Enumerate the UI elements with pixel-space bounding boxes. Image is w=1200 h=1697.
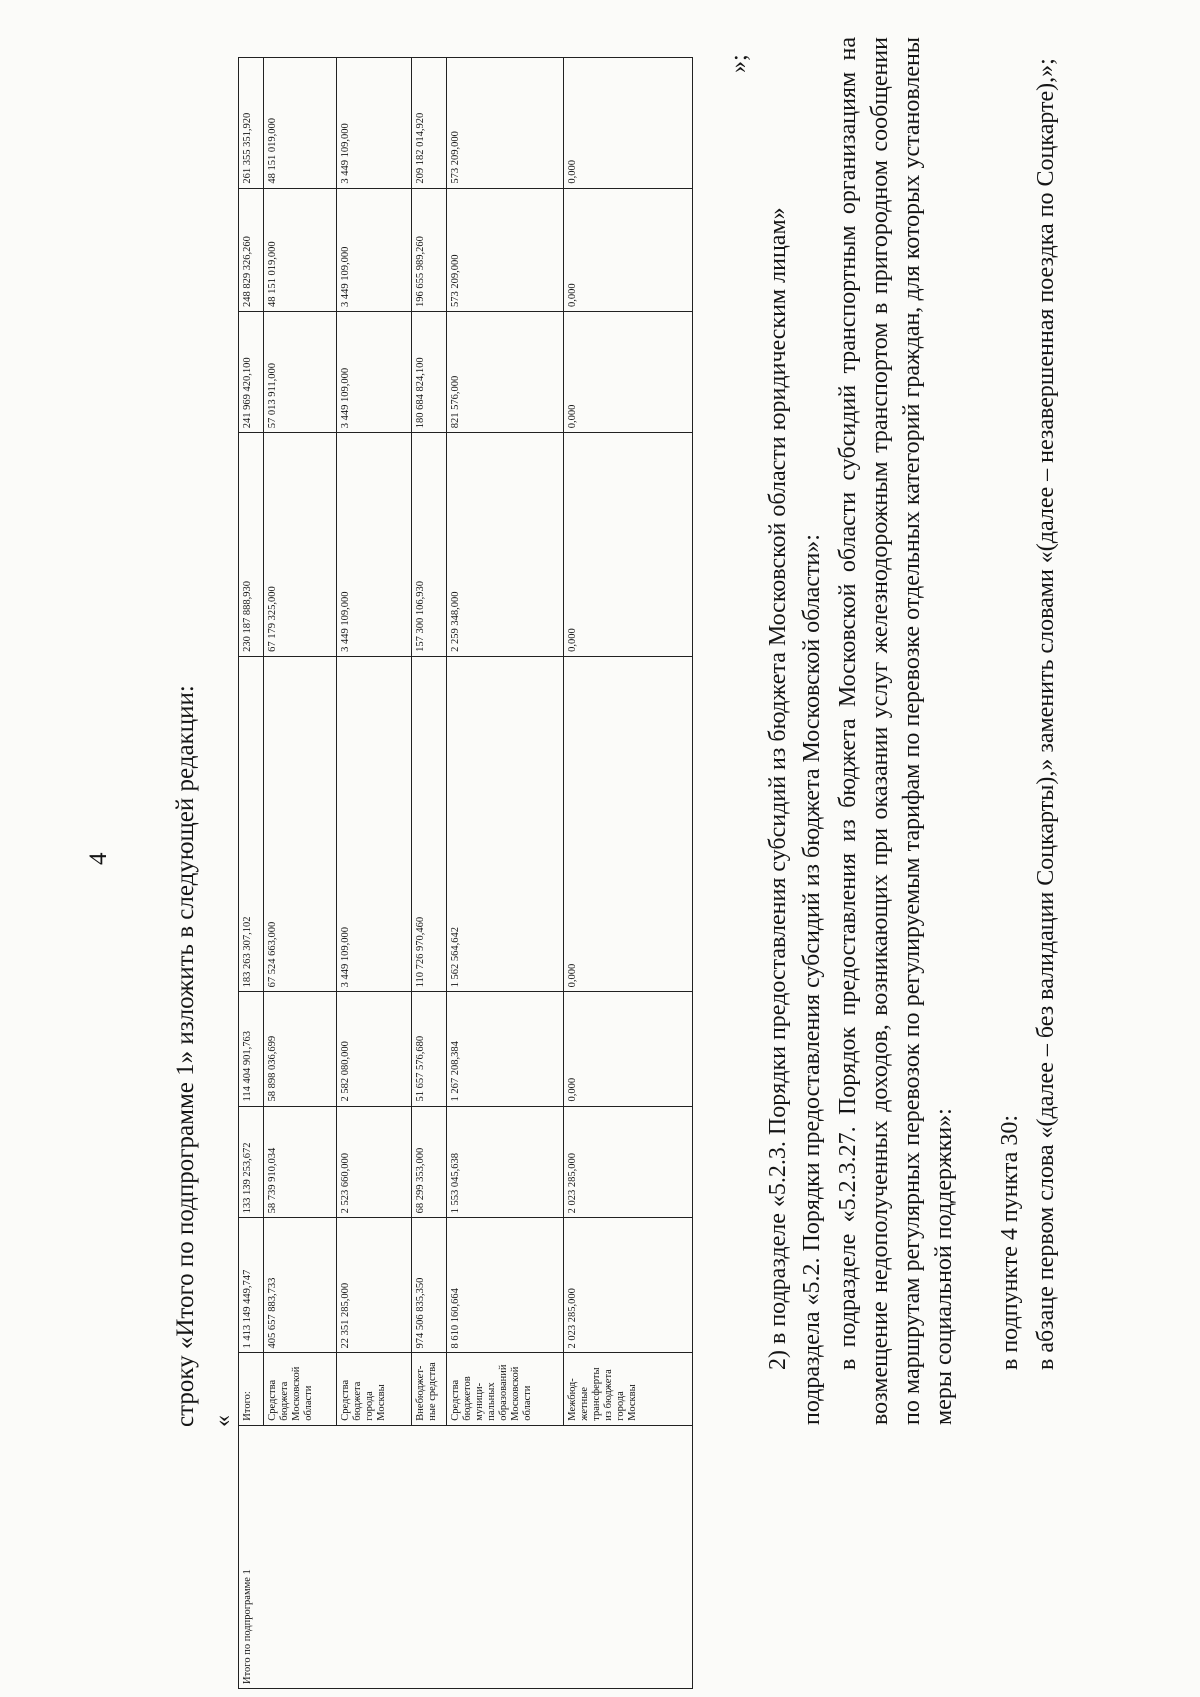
value-cell: 1 562 564,642: [447, 656, 564, 992]
value-cell: 0,000: [564, 58, 693, 189]
value-cell: 209 182 014,920: [412, 58, 447, 189]
value-cell: 405 657 883,733: [264, 1218, 337, 1353]
financing-table: [238, 57, 693, 1689]
value-cell: 241 969 420,100: [239, 312, 264, 433]
value-cell: 0,000: [564, 188, 693, 311]
source-cell: Межбюд-жетные трансферты из бюджета города Москвы: [564, 1353, 693, 1425]
value-cell: 821 576,000: [447, 312, 564, 433]
value-cell: 3 449 109,000: [337, 188, 412, 311]
value-cell: 261 355 351,920: [239, 58, 264, 189]
source-cell: Внебюджет-ные средства: [412, 1353, 447, 1425]
value-cell: 51 657 576,680: [412, 992, 447, 1106]
subprogram-label-cell: Итого по подпрограмме 1: [239, 1425, 693, 1688]
value-cell: 0,000: [564, 433, 693, 657]
value-cell: 48 151 019,000: [264, 188, 337, 311]
value-cell: 48 151 019,000: [264, 58, 337, 189]
value-cell: 0,000: [564, 656, 693, 992]
page-number: 4: [85, 852, 112, 865]
value-cell: 133 139 253,672: [239, 1106, 264, 1218]
value-cell: 3 449 109,000: [337, 656, 412, 992]
value-cell: 68 299 353,000: [412, 1106, 447, 1218]
paragraph-subpoint-4: в подпункте 4 пункта 30:: [997, 1115, 1023, 1370]
value-cell: 157 300 106,930: [412, 433, 447, 657]
value-cell: 196 655 989,260: [412, 188, 447, 311]
value-cell: 3 449 109,000: [337, 433, 412, 657]
value-cell: 1 267 208,384: [447, 992, 564, 1106]
value-cell: 2 023 285,000: [564, 1218, 693, 1353]
value-cell: 58 739 910,034: [264, 1106, 337, 1218]
value-cell: 1 553 045,638: [447, 1106, 564, 1218]
value-cell: 974 506 835,350: [412, 1218, 447, 1353]
value-cell: 110 726 970,460: [412, 656, 447, 992]
table-row: [239, 58, 264, 1689]
paragraph-2-line-1: 2) в подразделе «5.2.3. Порядки предоставления субсидий из бюджета Московской области юридическим лицам»: [765, 207, 791, 1370]
value-cell: 573 209,000: [447, 58, 564, 189]
intro-text: строку «Итого по подпрограмме 1» изложить в следующей редакции:: [172, 685, 199, 1427]
source-cell: Итого:: [239, 1353, 264, 1425]
paragraph-2-line-2: подраздела «5.2. Порядки предоставления субсидий из бюджета Московской области»:: [799, 534, 825, 1425]
source-cell: Средства бюджета города Москвы: [337, 1353, 412, 1425]
value-cell: 2 582 080,000: [337, 992, 412, 1106]
value-cell: 57 013 911,000: [264, 312, 337, 433]
value-cell: 1 413 149 449,747: [239, 1218, 264, 1353]
source-cell: Средства бюджетов муници-пальных образований Московской области: [447, 1353, 564, 1425]
value-cell: 58 898 036,699: [264, 992, 337, 1106]
value-cell: 3 449 109,000: [337, 58, 412, 189]
paragraph-abzac-first: в абзаце первом слова «(далее – без валидации Соцкарты),» заменить словами «(далее – незавершенная поездка по Соцкарте),»;: [1033, 58, 1059, 1370]
close-quote-mark: »;: [726, 54, 752, 73]
value-cell: 2 023 285,000: [564, 1106, 693, 1218]
value-cell: 8 610 160,664: [447, 1218, 564, 1353]
value-cell: 248 829 326,260: [239, 188, 264, 311]
value-cell: 573 209,000: [447, 188, 564, 311]
value-cell: 67 524 663,000: [264, 656, 337, 992]
value-cell: 67 179 325,000: [264, 433, 337, 657]
value-cell: 0,000: [564, 992, 693, 1106]
open-quote-mark: «: [210, 1415, 236, 1427]
value-cell: 183 263 307,102: [239, 656, 264, 992]
value-cell: 0,000: [564, 312, 693, 433]
value-cell: 2 523 660,000: [337, 1106, 412, 1218]
value-cell: 114 404 901,763: [239, 992, 264, 1106]
value-cell: 22 351 285,000: [337, 1218, 412, 1353]
value-cell: 230 187 888,930: [239, 433, 264, 657]
value-cell: 3 449 109,000: [337, 312, 412, 433]
value-cell: 180 684 824,100: [412, 312, 447, 433]
paragraph-subsection-5-2-3-27: в подразделе «5.2.3.27. Порядок предоставления из бюджета Московской области субсидий транспортным организациям на возмещение недополученных доходов, возникающих при оказании услуг железнодорожным транспортом в пригородном сообщении по маршрутам регулярных перевозок по регулируемым тарифам по перевозке отдельных категорий граждан, для которых установлены меры социальной поддержки»:: [835, 37, 957, 1425]
value-cell: 2 259 348,000: [447, 433, 564, 657]
source-cell: Средства бюджета Московской области: [264, 1353, 337, 1425]
